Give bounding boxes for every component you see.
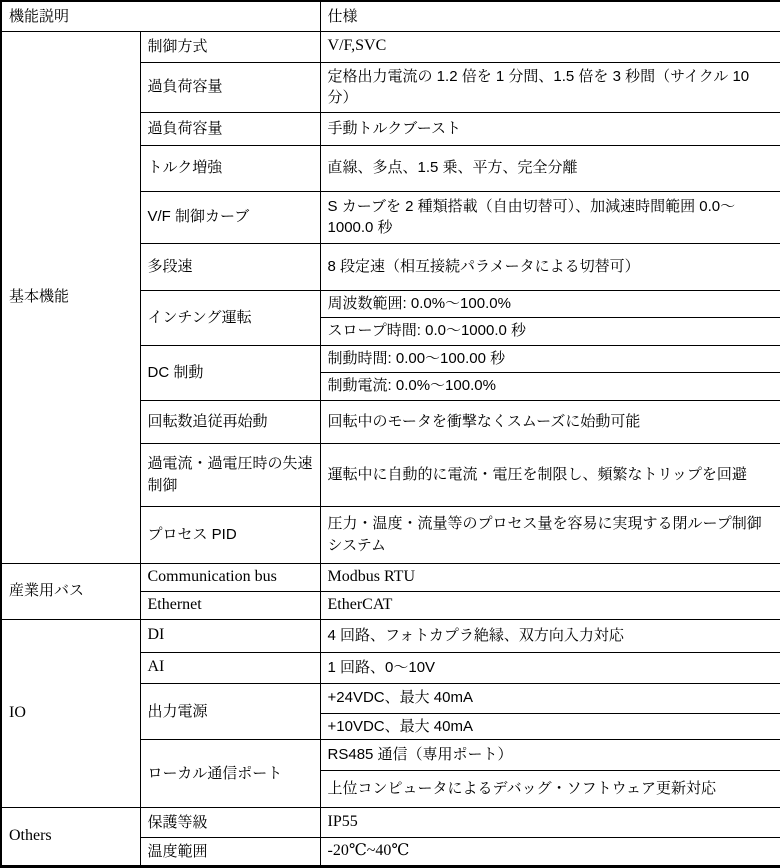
spec-host-computer-debug: 上位コンピュータによるデバッグ・ソフトウェア更新対応 [320,770,780,807]
header-function-description: 機能説明 [1,1,320,31]
feature-di: DI [140,619,320,652]
table-header-row [1,1,780,31]
spec-process-pid: 圧力・温度・流量等のプロセス量を容易に実現する閉ループ制御システム [320,506,780,563]
group-others: Others [1,807,140,866]
feature-stall-control: 過電流・過電圧時の失速制御 [140,443,320,506]
feature-output-power: 出力電源 [140,683,320,739]
feature-protection-class: 保護等級 [140,807,320,837]
spec-ip55: IP55 [320,807,780,837]
feature-process-pid: プロセス PID [140,506,320,563]
spec-multi-speed: 8 段定速（相互接続パラメータによる切替可） [320,243,780,290]
feature-torque-boost: トルク増強 [140,145,320,191]
spec-di: 4 回路、フォトカプラ絶縁、双方向入力対応 [320,619,780,652]
spec-output-10vdc: +10VDC、最大 40mA [320,713,780,739]
table-row [1,807,780,837]
feature-jogging-operation: インチング運転 [140,290,320,345]
group-industrial-bus: 産業用バス [1,563,140,619]
feature-dc-braking: DC 制動 [140,345,320,400]
spec-jogging-slope-time: スロープ時間: 0.0～1000.0 秒 [320,317,780,345]
spec-modbus-rtu: Modbus RTU [320,563,780,591]
feature-speed-tracking-restart: 回転数追従再始動 [140,400,320,443]
feature-multi-speed: 多段速 [140,243,320,290]
feature-ethernet: Ethernet [140,591,320,619]
group-io: IO [1,619,140,807]
spec-stall-control: 運転中に自動的に電流・電圧を制限し、頻繁なトリップを回避 [320,443,780,506]
spec-temperature-range: -20℃~40℃ [320,837,780,866]
feature-overload-capacity: 過負荷容量 [140,62,320,112]
spec-ai: 1 回路、0～10V [320,652,780,683]
spec-braking-current: 制動電流: 0.0%～100.0% [320,372,780,400]
spec-torque-boost: 直線、多点、1.5 乗、平方、完全分離 [320,145,780,191]
table-row [1,563,780,591]
feature-temperature-range: 温度範囲 [140,837,320,866]
spec-manual-torque-boost: 手動トルクブースト [320,112,780,145]
spec-overload-capacity: 定格出力電流の 1.2 倍を 1 分間、1.5 倍を 3 秒間（サイクル 10 分） [320,62,780,112]
feature-control-method: 制御方式 [140,31,320,62]
table-row [1,619,780,652]
spec-vf-control-curve: S カーブを 2 種類搭載（自由切替可）、加減速時間範囲 0.0～1000.0 秒 [320,191,780,243]
spec-speed-tracking-restart: 回転中のモータを衝撃なくスムーズに始動可能 [320,400,780,443]
spec-jogging-frequency-range: 周波数範囲: 0.0%～100.0% [320,290,780,317]
spec-braking-time: 制動時間: 0.00～100.00 秒 [320,345,780,372]
feature-overload-capacity-2: 過負荷容量 [140,112,320,145]
feature-ai: AI [140,652,320,683]
spec-control-method: V/F,SVC [320,31,780,62]
spec-rs485: RS485 通信（専用ポート） [320,739,780,770]
header-spec: 仕様 [320,1,780,31]
spec-ethercat: EtherCAT [320,591,780,619]
table-row [1,31,780,62]
feature-vf-control-curve: V/F 制御カーブ [140,191,320,243]
group-basic-functions: 基本機能 [1,31,140,563]
spec-output-24vdc: +24VDC、最大 40mA [320,683,780,713]
feature-local-comm-port: ローカル通信ポート [140,739,320,807]
feature-communication-bus: Communication bus [140,563,320,591]
